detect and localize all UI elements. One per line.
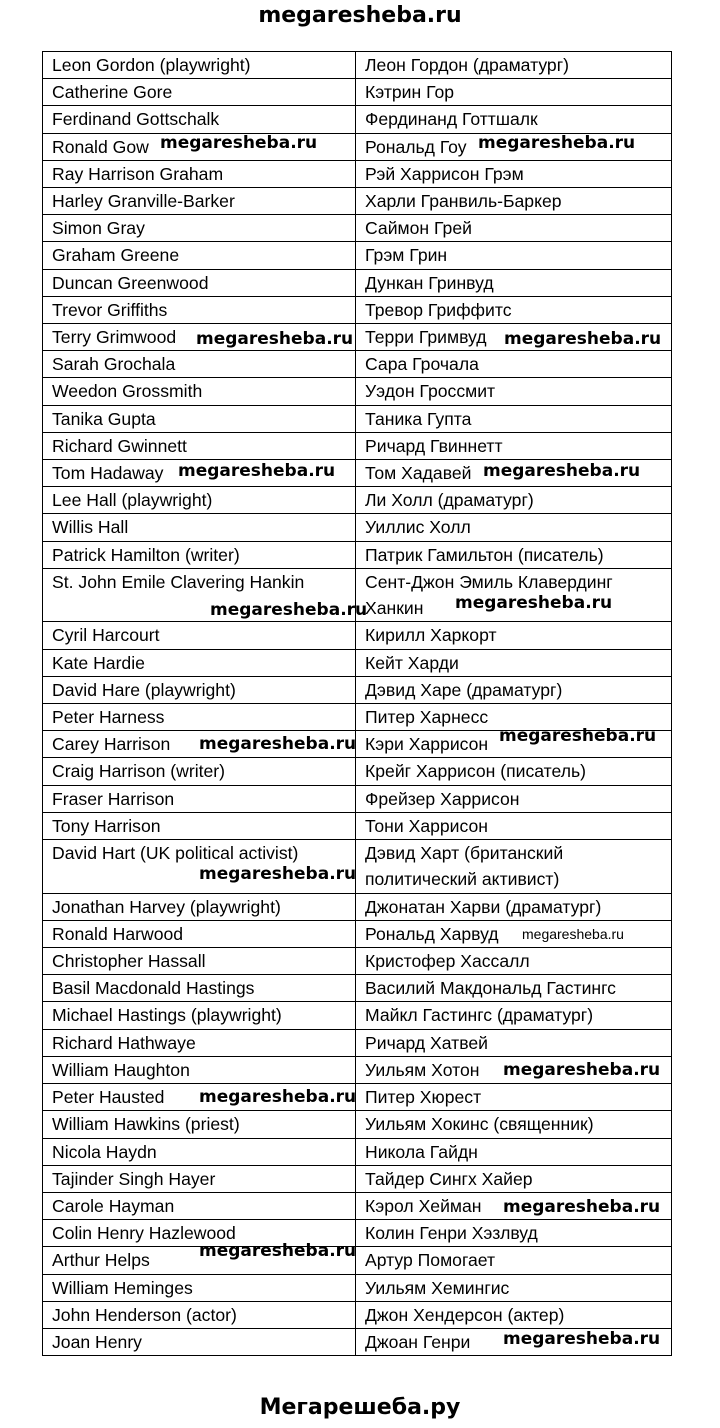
table-row (43, 1301, 672, 1328)
english-name-cell: Lee Hall (playwright) (43, 487, 356, 514)
russian-name-text: Никола Гайдн (365, 1141, 478, 1162)
russian-name-cell (356, 704, 672, 731)
russian-name-cell (356, 541, 672, 568)
overlay-watermark: megaresheba.ru (178, 461, 336, 481)
russian-name-cell (356, 568, 672, 622)
russian-name-cell (356, 1301, 672, 1328)
table-row (43, 1328, 672, 1355)
english-name-cell: Michael Hastings (playwright) (43, 1002, 356, 1029)
russian-name-cell (356, 1165, 672, 1192)
english-name-cell: Carole Hayman (43, 1192, 356, 1219)
overlay-watermark: megaresheba.ru (499, 726, 657, 746)
english-name-cell: Richard Hathwaye (43, 1029, 356, 1056)
russian-name-cell (356, 975, 672, 1002)
english-name-cell: Trevor Griffiths (43, 296, 356, 323)
table-row (43, 1111, 672, 1138)
english-name-cell: Peter Harness (43, 704, 356, 731)
overlay-watermark: megaresheba.ru (160, 133, 318, 153)
russian-name-text: Уэдон Гроссмит (365, 381, 496, 402)
overlay-watermark: megaresheba.ru (503, 1060, 661, 1080)
russian-name-cell (356, 840, 672, 894)
english-name-cell: Tajinder Singh Hayer (43, 1165, 356, 1192)
russian-name-cell (356, 1111, 672, 1138)
overlay-watermark: megaresheba.ru (199, 1087, 357, 1107)
overlay-watermark: megaresheba.ru (455, 593, 613, 613)
english-name-cell: Graham Greene (43, 242, 356, 269)
english-name-cell: Leon Gordon (playwright) (43, 52, 356, 79)
russian-name-text: Питер Хюрест (365, 1087, 482, 1108)
russian-name-cell (356, 52, 672, 79)
russian-name-cell (356, 215, 672, 242)
russian-name-cell (356, 160, 672, 187)
table-row (43, 378, 672, 405)
russian-name-text: Артур Помогает (365, 1250, 496, 1271)
russian-name-text: Джон Хендерсон (актер) (365, 1304, 565, 1325)
overlay-watermark: megaresheba.ru (199, 1241, 357, 1261)
english-name-cell: Ronald Harwood (43, 920, 356, 947)
russian-name-text: Дэвид Харт (британский политический активист) (365, 843, 564, 890)
russian-name-text: Уильям Хемингис (365, 1277, 510, 1298)
russian-name-text: Уильям Хокинс (священник) (365, 1114, 594, 1135)
table-row (43, 106, 672, 133)
overlay-watermark: megaresheba.ru (478, 133, 636, 153)
russian-name-cell (356, 731, 672, 758)
english-name-cell: Nicola Haydn (43, 1138, 356, 1165)
russian-name-text: Сара Грочала (365, 354, 479, 375)
table-row (43, 432, 672, 459)
english-name-cell: Kate Hardie (43, 649, 356, 676)
table-row (43, 649, 672, 676)
russian-name-cell (356, 460, 672, 487)
english-name-cell: Simon Gray (43, 215, 356, 242)
russian-name-text: Кэри Харрисон (365, 734, 489, 755)
table-row (43, 840, 672, 894)
english-name-cell: David Hart (UK political activist) (43, 840, 356, 894)
table-row (43, 1274, 672, 1301)
russian-name-cell (356, 785, 672, 812)
table-row (43, 160, 672, 187)
table-row (43, 1029, 672, 1056)
english-name-cell: Jonathan Harvey (playwright) (43, 893, 356, 920)
russian-name-text: Леон Гордон (драматург) (365, 55, 569, 75)
russian-name-text: Уиллис Холл (365, 517, 471, 538)
table-row (43, 296, 672, 323)
russian-name-text: Кэрол Хейман (365, 1195, 482, 1216)
russian-name-cell (356, 1084, 672, 1111)
russian-name-cell (356, 1328, 672, 1355)
russian-name-cell (356, 893, 672, 920)
table-row (43, 1138, 672, 1165)
russian-name-cell (356, 649, 672, 676)
russian-name-text: Тайдер Сингх Хайер (365, 1168, 533, 1189)
overlay-watermark: megaresheba.ru (199, 864, 357, 884)
russian-name-cell (356, 133, 672, 160)
russian-name-cell (356, 920, 672, 947)
russian-name-cell (356, 514, 672, 541)
english-name-cell: Arthur Helps (43, 1247, 356, 1274)
russian-name-cell (356, 812, 672, 839)
russian-name-text: Патрик Гамильтон (писатель) (365, 544, 604, 565)
russian-name-cell (356, 622, 672, 649)
russian-name-cell (356, 242, 672, 269)
russian-name-text: Фердинанд Готтшалк (365, 109, 538, 130)
english-name-cell: Colin Henry Hazlewood (43, 1220, 356, 1247)
english-name-cell: William Heminges (43, 1274, 356, 1301)
russian-name-text: Рэй Харрисон Грэм (365, 163, 524, 184)
english-name-cell: St. John Emile Clavering Hankin (43, 568, 356, 622)
russian-name-text: Ричард Гвиннетт (365, 435, 503, 456)
english-name-cell: Ray Harrison Graham (43, 160, 356, 187)
russian-name-cell (356, 1029, 672, 1056)
table-row (43, 487, 672, 514)
english-name-cell: Sarah Grochala (43, 351, 356, 378)
table-row (43, 215, 672, 242)
russian-name-text: Дункан Гринвуд (365, 272, 494, 293)
russian-name-cell (356, 106, 672, 133)
overlay-watermark: megaresheba.ru (210, 600, 368, 620)
english-name-cell: David Hare (playwright) (43, 676, 356, 703)
russian-name-cell (356, 324, 672, 351)
english-name-cell: John Henderson (actor) (43, 1301, 356, 1328)
table-row (43, 79, 672, 106)
russian-name-text: Ричард Хатвей (365, 1032, 489, 1053)
russian-name-text: Кейт Харди (365, 652, 459, 673)
russian-name-text: Таника Гупта (365, 408, 472, 429)
russian-name-text: Том Хадавей (365, 463, 472, 484)
english-name-cell: Ferdinand Gottschalk (43, 106, 356, 133)
english-name-cell: Peter Hausted (43, 1084, 356, 1111)
russian-name-text: Тони Харрисон (365, 815, 489, 836)
russian-name-text: Рональд Харвуд (365, 923, 499, 944)
table-row (43, 133, 672, 160)
russian-name-cell (356, 1192, 672, 1219)
overlay-watermark: megaresheba.ru (483, 461, 641, 481)
table-row (43, 731, 672, 758)
russian-name-text: Саймон Грей (365, 218, 472, 239)
table-row (43, 1247, 672, 1274)
table-row (43, 460, 672, 487)
table-row (43, 1192, 672, 1219)
table-row (43, 324, 672, 351)
english-name-cell: William Haughton (43, 1056, 356, 1083)
russian-name-text: Дэвид Харе (драматург) (365, 679, 563, 700)
english-name-cell: Ronald Gow (43, 133, 356, 160)
table-row (43, 405, 672, 432)
names-table (42, 51, 672, 1356)
english-name-cell: Willis Hall (43, 514, 356, 541)
overlay-watermark: megaresheba.ru (503, 1197, 661, 1217)
russian-name-cell (356, 351, 672, 378)
english-name-cell: Catherine Gore (43, 79, 356, 106)
russian-name-text: Уильям Хотон (365, 1059, 480, 1080)
russian-name-text: Кристофер Хассалл (365, 951, 530, 972)
russian-name-cell (356, 487, 672, 514)
russian-name-text: Колин Генри Хэзлвуд (365, 1223, 538, 1244)
russian-name-cell (356, 1002, 672, 1029)
russian-name-text: Кэтрин Гор (365, 82, 455, 103)
site-header-watermark: megaresheba.ru (258, 3, 462, 28)
russian-name-cell (356, 269, 672, 296)
table-row (43, 893, 672, 920)
russian-name-text: Фрейзер Харрисон (365, 788, 520, 809)
english-name-cell: Carey Harrison (43, 731, 356, 758)
russian-name-text: Сент-Джон Эмиль Клавердинг Ханкин (365, 571, 613, 619)
russian-name-cell (356, 758, 672, 785)
table-row (43, 812, 672, 839)
overlay-watermark: megaresheba.ru (522, 926, 624, 942)
russian-name-text: Крейг Харрисон (писатель) (365, 761, 587, 782)
english-name-cell: Christopher Hassall (43, 948, 356, 975)
table-row (43, 1165, 672, 1192)
table-row (43, 269, 672, 296)
russian-name-text: Джонатан Харви (драматург) (365, 896, 602, 917)
table-row (43, 920, 672, 947)
english-name-cell: Terry Grimwood (43, 324, 356, 351)
russian-name-cell (356, 296, 672, 323)
russian-name-cell (356, 948, 672, 975)
russian-name-text: Грэм Грин (365, 245, 448, 266)
table-row (43, 1220, 672, 1247)
russian-name-text: Терри Гримвуд (365, 327, 487, 348)
table-row (43, 948, 672, 975)
english-name-cell: Duncan Greenwood (43, 269, 356, 296)
russian-name-text: Джоан Генри (365, 1331, 471, 1352)
english-name-cell: Cyril Harcourt (43, 622, 356, 649)
russian-name-cell (356, 188, 672, 215)
english-name-cell: Fraser Harrison (43, 785, 356, 812)
overlay-watermark: megaresheba.ru (199, 734, 357, 754)
english-name-cell: Tanika Gupta (43, 405, 356, 432)
table-row (43, 242, 672, 269)
site-footer-watermark: Мегарешеба.ру (259, 1395, 461, 1420)
english-name-cell: Craig Harrison (writer) (43, 758, 356, 785)
russian-name-text: Рональд Гоу (365, 136, 467, 157)
english-name-cell: Joan Henry (43, 1328, 356, 1355)
table-row (43, 1002, 672, 1029)
table-row (43, 704, 672, 731)
russian-name-cell (356, 1220, 672, 1247)
russian-name-cell (356, 1274, 672, 1301)
english-name-cell: Basil Macdonald Hastings (43, 975, 356, 1002)
overlay-watermark: megaresheba.ru (503, 1329, 661, 1349)
table-row (43, 785, 672, 812)
names-table-body (43, 52, 672, 1356)
table-row (43, 541, 672, 568)
table-row (43, 1056, 672, 1083)
overlay-watermark: megaresheba.ru (196, 329, 354, 349)
russian-name-cell (356, 1056, 672, 1083)
russian-name-cell (356, 1247, 672, 1274)
russian-name-text: Майкл Гастингс (драматург) (365, 1005, 594, 1026)
table-row (43, 514, 672, 541)
russian-name-cell (356, 79, 672, 106)
russian-name-text: Харли Гранвиль-Баркер (365, 191, 562, 212)
russian-name-cell (356, 676, 672, 703)
english-name-cell: Tom Hadaway (43, 460, 356, 487)
table-row (43, 758, 672, 785)
english-name-cell: Patrick Hamilton (writer) (43, 541, 356, 568)
russian-name-text: Тревор Гриффитс (365, 299, 512, 320)
overlay-watermark: megaresheba.ru (504, 329, 662, 349)
english-name-cell: Richard Gwinnett (43, 432, 356, 459)
russian-name-text: Василий Макдональд Гастингс (365, 978, 616, 999)
russian-name-text: Ли Холл (драматург) (365, 490, 534, 511)
english-name-cell: William Hawkins (priest) (43, 1111, 356, 1138)
table-row (43, 568, 672, 622)
russian-name-cell (356, 432, 672, 459)
english-name-cell: Weedon Grossmith (43, 378, 356, 405)
russian-name-cell (356, 405, 672, 432)
table-row (43, 1084, 672, 1111)
table-row (43, 676, 672, 703)
russian-name-text: Кирилл Харкорт (365, 625, 497, 646)
table-row (43, 188, 672, 215)
russian-name-cell (356, 1138, 672, 1165)
table-row (43, 975, 672, 1002)
russian-name-cell (356, 378, 672, 405)
english-name-cell: Harley Granville-Barker (43, 188, 356, 215)
english-name-cell: Tony Harrison (43, 812, 356, 839)
russian-name-text: Питер Харнесс (365, 707, 489, 728)
table-row (43, 52, 672, 79)
table-row (43, 622, 672, 649)
table-row (43, 351, 672, 378)
